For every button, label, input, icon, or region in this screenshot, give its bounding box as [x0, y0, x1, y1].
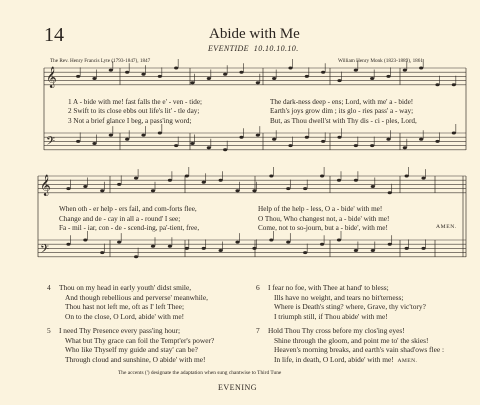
note-head [419, 138, 423, 141]
meter: 10.10.10.10. [253, 44, 299, 53]
note-head [386, 138, 390, 141]
note-head [223, 73, 227, 76]
note-head [370, 144, 374, 147]
note-head [371, 185, 375, 188]
note-head [252, 189, 256, 192]
note-head [252, 247, 256, 250]
stanza-line: I need Thy Presence every pass'ing hour; [59, 326, 181, 335]
amen-label: AMEN. [436, 224, 457, 230]
treble-clef-icon: 𝄞 [40, 175, 51, 196]
note-head [174, 67, 178, 70]
note-head [320, 243, 324, 246]
stanza-line: Thou on my head in early youth' didst smile, [59, 283, 192, 292]
note-head [100, 251, 104, 254]
stanza-line: What but Thy grace can foil the Tempt'er's power? [65, 335, 215, 345]
stanza-line: And though rebellious and perverse' meanwhile, [65, 292, 208, 302]
hymn-title: Abide with Me [209, 26, 300, 42]
note-head [92, 77, 96, 80]
stanza-number: 4 [47, 283, 51, 292]
note-head [158, 75, 162, 78]
stanza-4 [47, 283, 208, 322]
note-head [207, 77, 211, 80]
note-head [321, 71, 325, 74]
stanza-line: Hold Thou Thy cross before my clos'ing eyes! [268, 326, 405, 335]
bass-clef-icon: 𝄢 [40, 243, 50, 259]
note-head [421, 247, 425, 250]
note-head [321, 140, 325, 143]
note-head [151, 189, 155, 192]
note-head [337, 239, 341, 242]
stanza-line: I fear no foe, with Thee at hand' to bless; [268, 283, 389, 292]
note-head [219, 179, 223, 182]
hymn-number: 14 [44, 24, 64, 46]
note-head [190, 81, 194, 84]
note-head [141, 134, 145, 137]
note-head [207, 146, 211, 149]
note-head [185, 247, 189, 250]
note-head [76, 140, 80, 143]
system2-verse1-cont: Help of the help - less, O a - bide' with me! [258, 205, 383, 213]
note-head [272, 77, 276, 80]
note-head [109, 69, 113, 72]
note-head [269, 175, 273, 178]
stanza-line [268, 355, 444, 367]
note-head [235, 241, 239, 244]
system1-verse1-cont: The dark-ness deep - ens; Lord, with me' a - bide! [270, 98, 414, 106]
note-head [405, 247, 409, 250]
note-head [354, 179, 358, 182]
note-head [421, 177, 425, 180]
note-head [223, 148, 227, 151]
note-head [354, 144, 358, 147]
note-head [109, 134, 113, 137]
note-head [269, 239, 273, 242]
stanza-line: On to the close, O Lord, abide' with me! [65, 312, 185, 322]
note-head [305, 75, 309, 78]
system2-verse1: When oth - er help - ers fail, and com-forts flee, [59, 205, 197, 213]
note-head [117, 183, 121, 186]
note-head [386, 75, 390, 78]
note-head [66, 243, 70, 246]
note-head [435, 83, 439, 86]
treble-clef-icon: 𝄞 [46, 67, 57, 88]
note-head [303, 187, 307, 190]
note-head [151, 245, 155, 248]
note-head [83, 185, 87, 188]
note-head [320, 175, 324, 178]
note-head [305, 136, 309, 139]
note-head [419, 67, 423, 70]
note-head [202, 181, 206, 184]
composer-credit: William Henry Monk (1823-1889), 1861 [338, 58, 423, 64]
note-head [100, 189, 104, 192]
stanza-number: 6 [256, 283, 260, 292]
note-head [168, 179, 172, 182]
system2-verse2-cont: O Thou, Who changest not, a - bide' with me! [258, 215, 390, 223]
stanza-line: I triumph still, if Thou abide' with me! [274, 312, 388, 322]
stanza-line-text: In life, in death, O Lord, abide' with me! [274, 355, 394, 365]
note-head [337, 179, 341, 182]
stanza-line: Who like Thyself my guide and stay' can be? [65, 345, 198, 355]
note-head [272, 138, 276, 141]
stanza-line: Where is Death's sting? where, Grave, thy vic'tory? [274, 302, 426, 312]
note-head [337, 136, 341, 139]
note-head [117, 241, 121, 244]
note-head [452, 83, 456, 86]
note-head [168, 245, 172, 248]
note-head [303, 251, 307, 254]
system2-verse2: Change and de - cay in all a - round' I see; [59, 215, 181, 223]
footnote: The accents (') designate the adaptation when sung chantwise to Third Tune [118, 370, 282, 376]
note-head [388, 243, 392, 246]
note-head [256, 81, 260, 84]
amen-label: AMEN. [397, 358, 418, 365]
stanza-5 [47, 326, 215, 365]
note-head [125, 71, 129, 74]
system2-verse3-cont: Come, not to so-journ, but a - bide', with me! [258, 224, 388, 232]
system1-verse3: 3 Not a brief glance I beg, a pass'ing word; [68, 117, 192, 125]
note-head [235, 189, 239, 192]
system2-verse3: Fa - mil - iar, con - de - scend-ing, pa'-tient, free, [59, 224, 200, 232]
system1-verse3-cont: But, as Thou dwell'st with Thy dis - ci - ples, Lord, [270, 117, 417, 125]
note-head [66, 187, 70, 190]
note-head [435, 140, 439, 143]
note-head [174, 144, 178, 147]
stanza-line: Heaven's morning breaks, and earth's vain shad'ows flee : [274, 345, 445, 355]
note-head [158, 132, 162, 135]
note-head [286, 187, 290, 190]
note-head [256, 134, 260, 137]
note-head [239, 136, 243, 139]
note-head [288, 67, 292, 70]
note-head [185, 175, 189, 178]
stanza-number: 5 [47, 326, 51, 335]
note-head [288, 144, 292, 147]
stanza-line: Ills have no weight, and tears no bit'terness; [274, 292, 404, 302]
system1-verse2: 2 Swift to its close ebbs out life's lit' - tle day; [68, 107, 200, 115]
note-head [76, 75, 80, 78]
stanza-line: Through cloud and sunshine, O abide' with me! [65, 355, 206, 365]
note-head [371, 249, 375, 252]
note-head [134, 177, 138, 180]
note-head [452, 132, 456, 135]
note-head [354, 69, 358, 72]
bass-clef-icon: 𝄢 [46, 135, 56, 151]
stanza-6 [256, 283, 426, 322]
note-head [219, 249, 223, 252]
note-head [403, 69, 407, 72]
author-credit: The Rev. Henry Francis Lyte (1793-1847), 1847 [50, 58, 151, 64]
tune-name: EVENTIDE [208, 44, 249, 53]
note-head [370, 77, 374, 80]
stanza-7 [256, 326, 445, 367]
stanza-number: 7 [256, 326, 260, 335]
note-head [202, 247, 206, 250]
note-head [405, 175, 409, 178]
note-head [239, 71, 243, 74]
stanza-line: Shine through the gloom, and point me to' the skies! [274, 335, 429, 345]
system1-verse2-cont: Earth's joys grow dim ; its glo - ries pass' a - way; [270, 107, 414, 115]
note-head [83, 239, 87, 242]
system1-verse1: 1 A - bide with me! fast falls the e' - ven - tide; [68, 98, 203, 106]
note-head [125, 138, 129, 141]
note-head [134, 255, 138, 258]
note-head [354, 249, 358, 252]
note-head [92, 142, 96, 145]
stanza-line: Thou hast not left me, oft as I' left Thee; [65, 302, 185, 312]
note-head [141, 73, 145, 76]
next-tune-heading: EVENING [218, 383, 258, 392]
note-head [403, 146, 407, 149]
note-head [286, 241, 290, 244]
note-head [190, 142, 194, 145]
note-head [337, 79, 341, 82]
note-head [388, 191, 392, 194]
